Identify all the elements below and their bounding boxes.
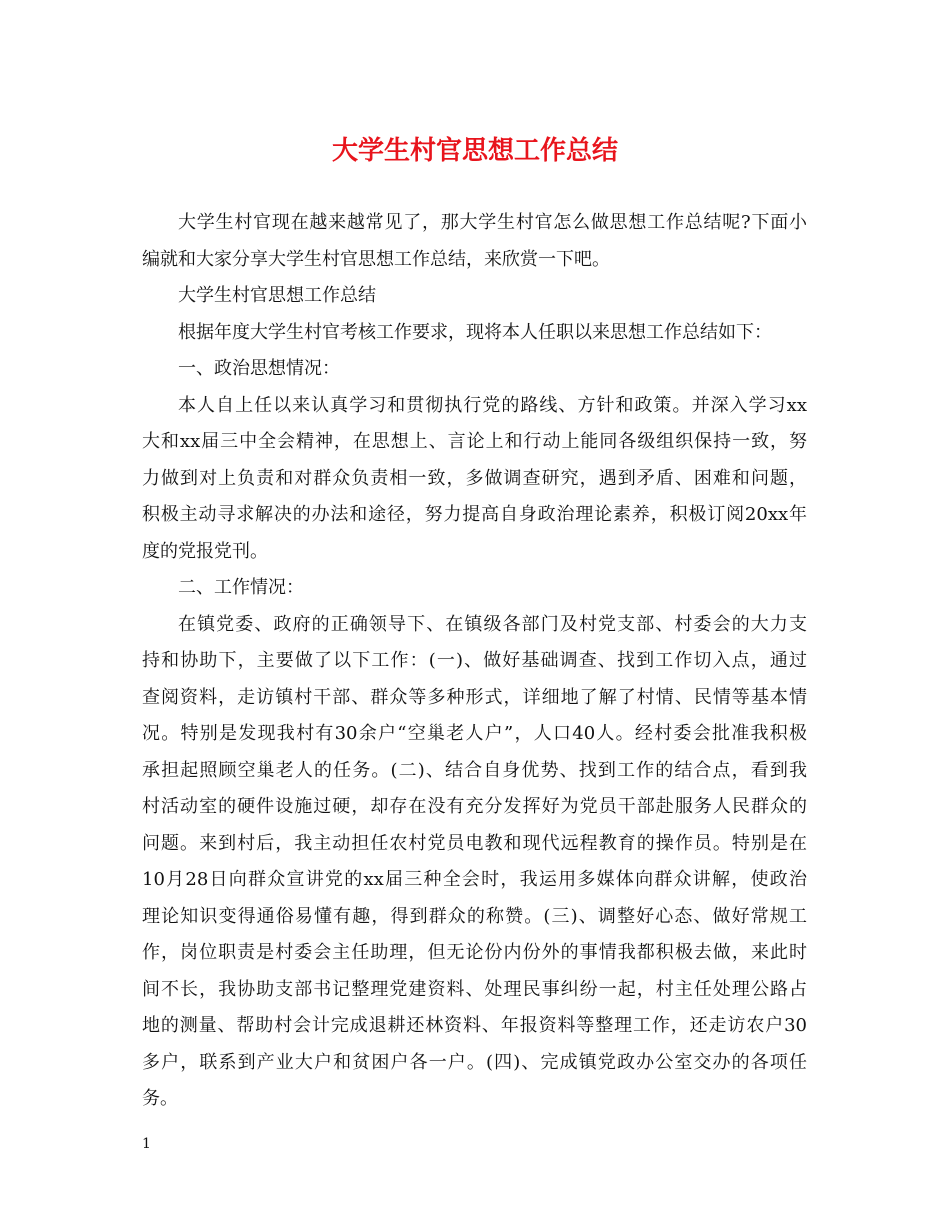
text-line: 查阅资料，走访镇村干部、群众等多种形式，详细地了解了村情、民情等基本情 <box>142 686 807 708</box>
text-line: 多户，联系到产业大户和贫困户各一户。(四)、完成镇党政办公室交办的各项任 <box>142 1051 807 1073</box>
text-line: 村活动室的硬件设施过硬，却存在没有充分发挥好为党员干部赴服务人民群众的 <box>142 796 807 817</box>
section-heading: 一、政治思想情况： <box>178 358 340 379</box>
text-line: 作，岗位职责是村委会主任助理，但无论份内份外的事情我都积极去做，来此时 <box>142 942 807 963</box>
text-line: 在镇党委、政府的正确领导下、在镇级各部门及村党支部、村委会的大力支 <box>178 613 807 635</box>
text-line: 本人自上任以来认真学习和贯彻执行党的路线、方针和政策。并深入学习xx <box>178 394 807 416</box>
text-line: 务。 <box>142 1088 178 1109</box>
text-line: 力做到对上负责和对群众负责相一致，多做调查研究，遇到矛盾、困难和问题， <box>142 467 807 489</box>
page-number: 1 <box>142 1136 151 1152</box>
text-line: 大学生村官现在越来越常见了，那大学生村官怎么做思想工作总结呢?下面小 <box>178 212 807 233</box>
text-line: 积极主动寻求解决的办法和途径，努力提高自身政治理论素养，积极订阅20xx年 <box>142 504 807 525</box>
text-line: 大和xx届三中全会精神，在思想上、言论上和行动上能同各级组织保持一致，努 <box>142 431 807 452</box>
text-line: 况。特别是发现我村有30余户“空巢老人户”，人口40人。经村委会批准我积极 <box>142 723 807 744</box>
subtitle-line: 大学生村官思想工作总结 <box>178 285 376 306</box>
text-line: 持和协助下，主要做了以下工作：(一)、做好基础调查、找到工作切入点，通过 <box>142 650 807 671</box>
document-body <box>142 205 807 1118</box>
text-line: 间不长，我协助支部书记整理党建资料、处理民事纠纷一起，村主任处理公路占 <box>142 978 807 1000</box>
text-line: 问题。来到村后，我主动担任农村党员电教和现代远程教育的操作员。特别是在 <box>142 832 807 854</box>
text-line: 度的党报党刊。 <box>142 540 268 562</box>
text-line: 承担起照顾空巢老人的任务。(二)、结合自身优势、找到工作的结合点，看到我 <box>142 759 807 781</box>
text-line: 地的测量、帮助村会计完成退耕还林资料、年报资料等整理工作，还走访农户30 <box>142 1015 807 1036</box>
text-line: 编就和大家分享大学生村官思想工作总结，来欣赏一下吧。 <box>142 248 610 270</box>
document-title: 大学生村官思想工作总结 <box>331 136 618 166</box>
text-line: 根据年度大学生村官考核工作要求，现将本人任职以来思想工作总结如下： <box>178 321 772 343</box>
text-line: 10月28日向群众宣讲党的xx届三种全会时，我运用多媒体向群众讲解，使政治 <box>142 869 807 890</box>
section-heading: 二、工作情况： <box>178 577 304 598</box>
text-line: 理论知识变得通俗易懂有趣，得到群众的称赞。(三)、调整好心态、做好常规工 <box>142 905 807 927</box>
